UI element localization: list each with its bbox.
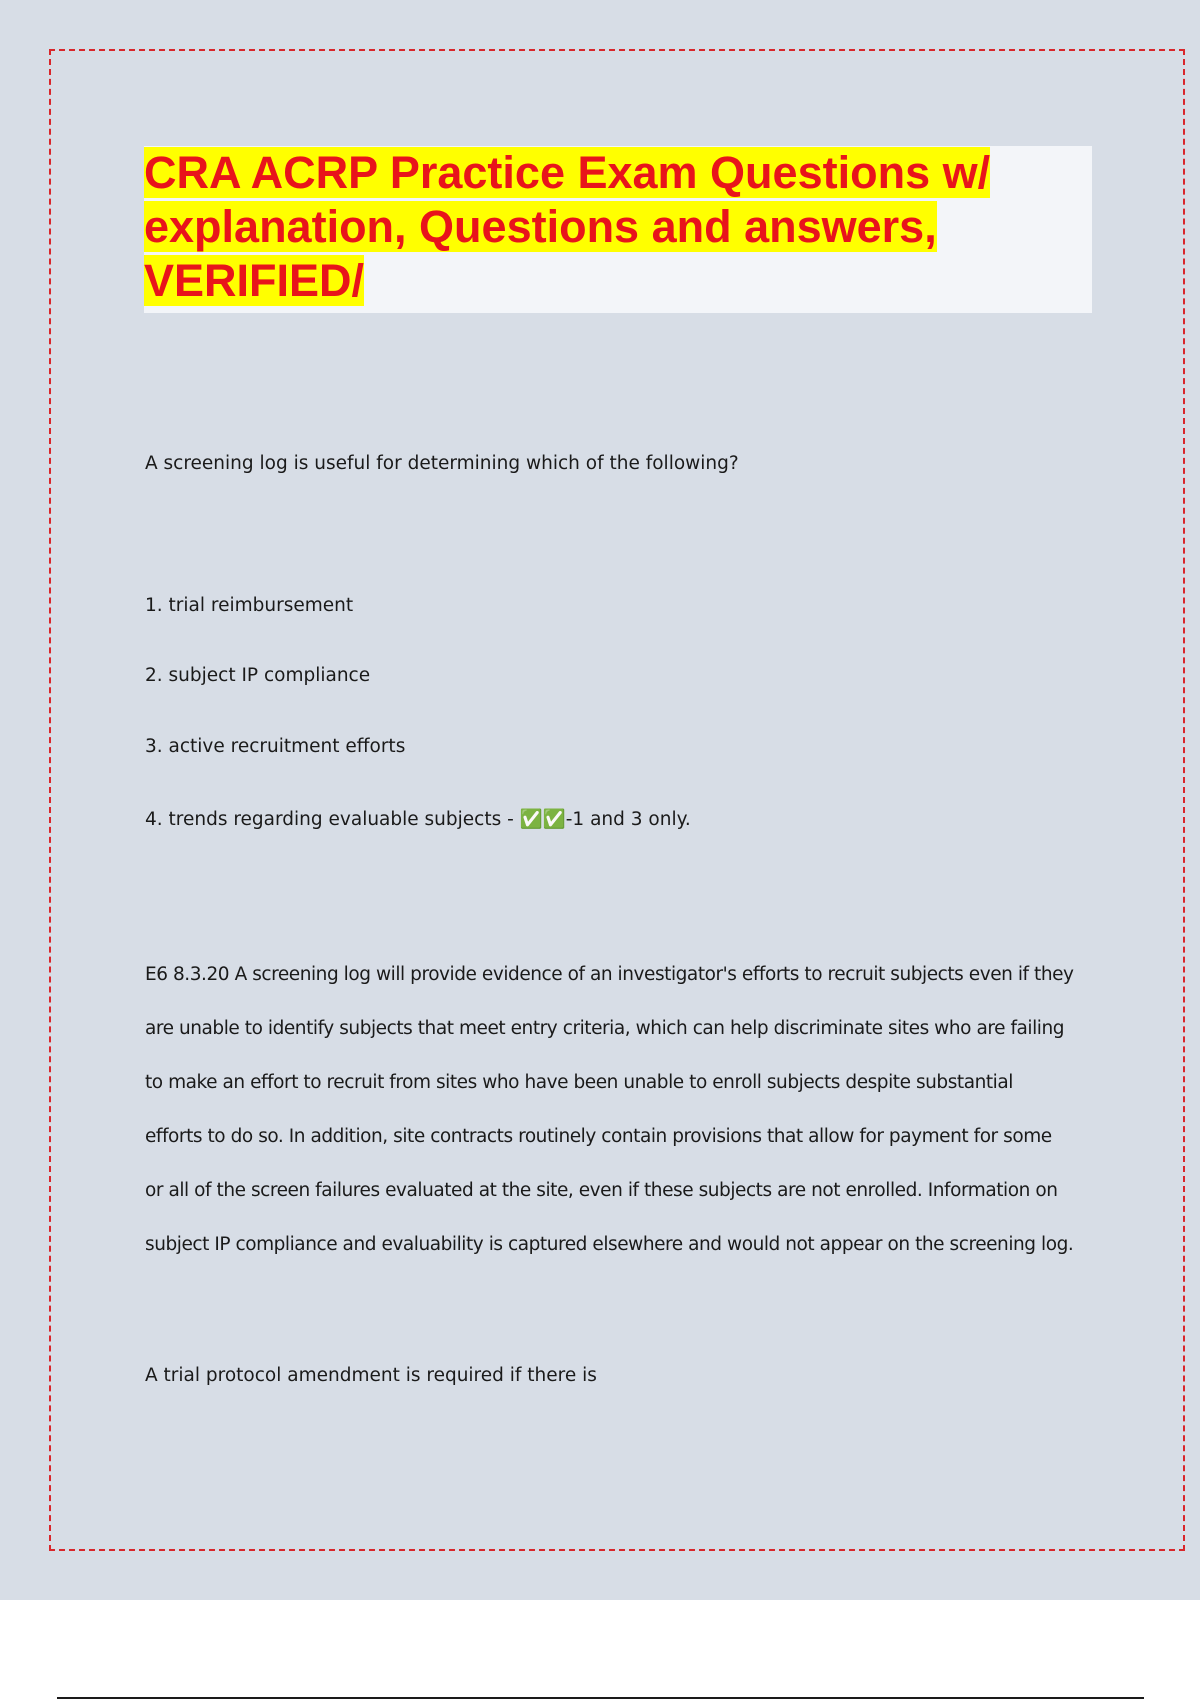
explanation-line: E6 8.3.20 A screening log will provide evidence of an investigator's efforts to recruit subjects even if they: [145, 964, 1074, 985]
title-block: [144, 146, 1092, 313]
explanation-line: are unable to identify subjects that meet entry criteria, which can help discriminate sites who are failing: [145, 1018, 1065, 1039]
question-1-option-2: 2. subject IP compliance: [145, 665, 371, 686]
bottom-divider: [57, 1697, 1144, 1699]
title-line-2: explanation, Questions and answers,: [144, 201, 937, 252]
explanation-line: subject IP compliance and evaluability is captured elsewhere and would not appear on the screening log.: [145, 1234, 1074, 1255]
explanation-line: or all of the screen failures evaluated at the site, even if these subjects are not enrolled. Information on: [145, 1180, 1058, 1201]
title-line-1: CRA ACRP Practice Exam Questions w/: [144, 147, 991, 198]
document-title: [144, 146, 1092, 308]
question-1-option-1: 1. trial reimbursement: [145, 595, 354, 616]
explanation-line: efforts to do so. In addition, site contracts routinely contain provisions that allow for payment for some: [145, 1126, 1052, 1147]
question-1-option-4-answer: 4. trends regarding evaluable subjects - ✅✅-1 and 3 only.: [145, 809, 691, 830]
question-1-explanation: [145, 948, 1095, 1272]
title-line-3: VERIFIED/: [144, 255, 365, 306]
question-1-text: A screening log is useful for determining which of the following?: [145, 453, 739, 474]
question-1-option-3: 3. active recruitment efforts: [145, 736, 406, 757]
question-2-text: A trial protocol amendment is required if there is: [145, 1365, 597, 1386]
explanation-line: to make an effort to recruit from sites who have been unable to enroll subjects despite substantial: [145, 1072, 1013, 1093]
